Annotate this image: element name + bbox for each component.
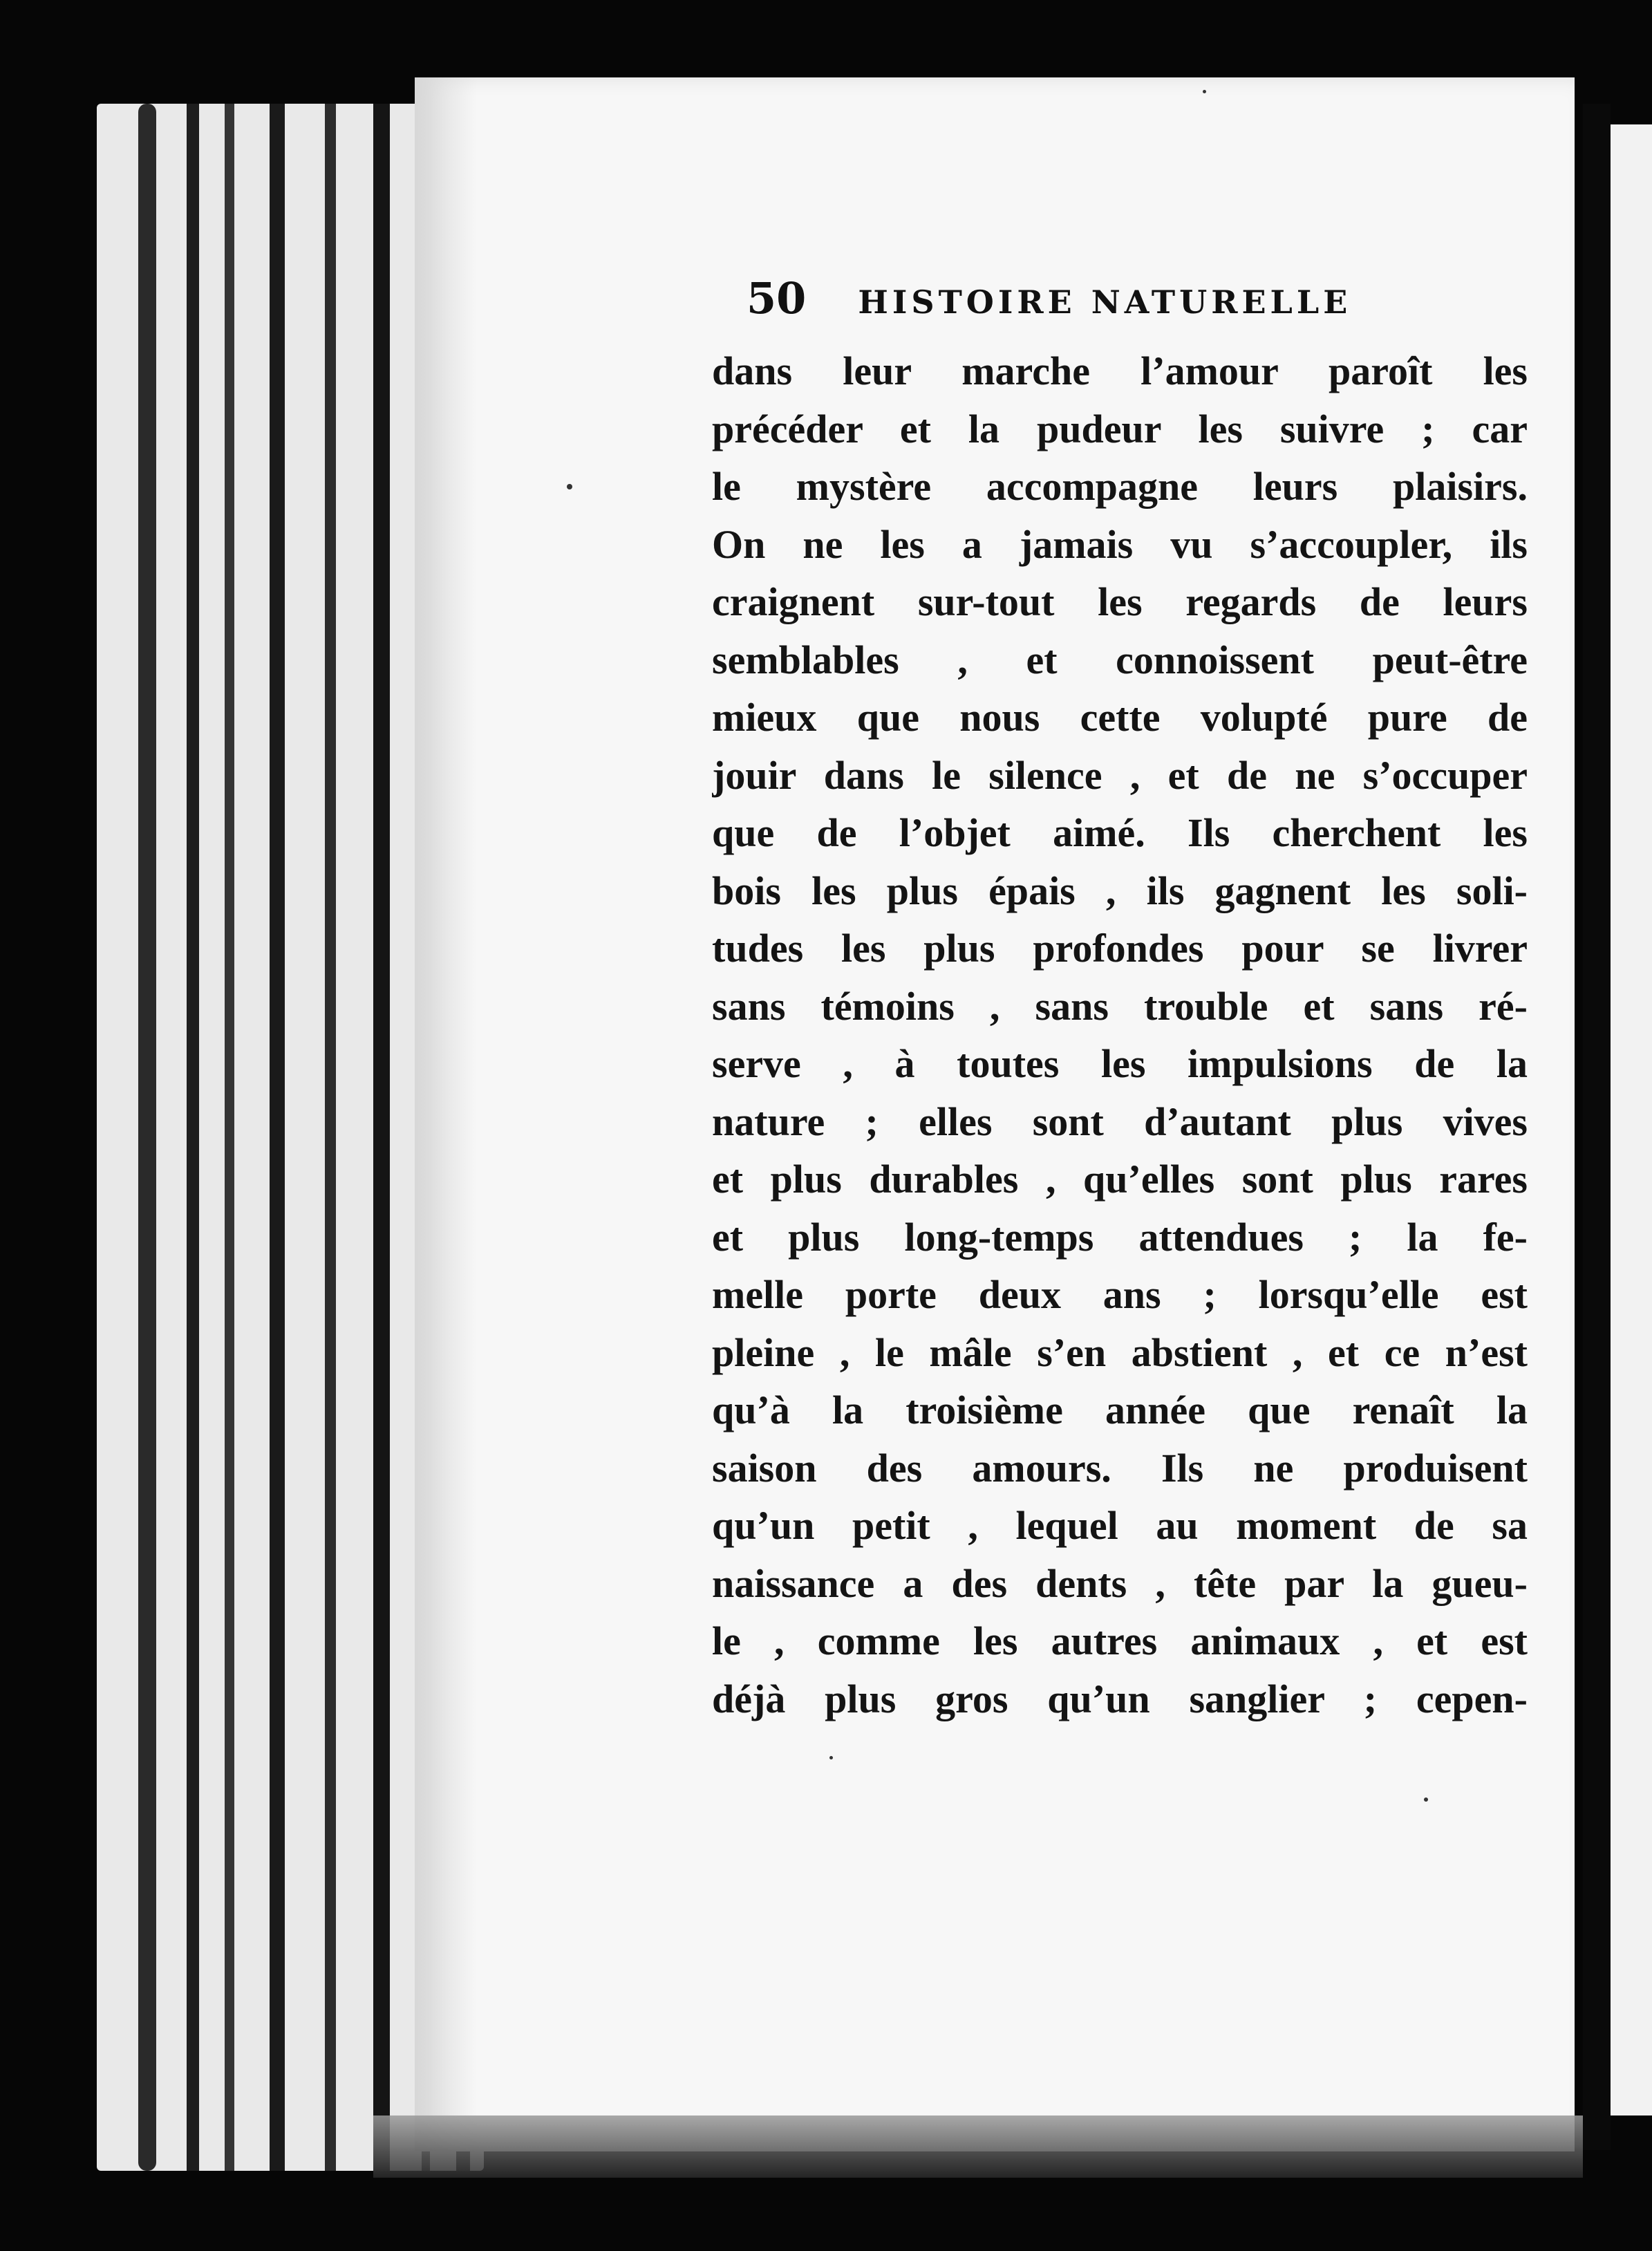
text-line: mieux que nous cette volupté pure de (712, 695, 1528, 740)
gutter-shadow (1583, 104, 1611, 2150)
paper-speck (567, 484, 572, 489)
page-header (747, 273, 1410, 324)
text-line: déjà plus gros qu’un sanglier ; cepen- (712, 1676, 1528, 1721)
text-line: sans témoins , sans trouble et sans ré- (712, 983, 1528, 1029)
text-line: que de l’objet aimé. Ils cherchent les (712, 810, 1528, 855)
page-bottom-edge (373, 2115, 1583, 2178)
text-line: saison des amours. Ils ne produisent (712, 1445, 1528, 1491)
text-line: qu’à la troisième année que renaît la (712, 1388, 1528, 1432)
text-line: nature ; elles sont d’autant plus vives (712, 1099, 1528, 1144)
paper-speck (829, 1756, 833, 1759)
text-line: le mystère accompagne leurs plaisirs. (712, 464, 1528, 509)
text-line: précéder et la pudeur les suivre ; car (712, 406, 1528, 451)
page-edge-shadow (373, 104, 390, 2171)
text-line: dans leur marche l’amour paroît les (712, 348, 1528, 393)
text-line: jouir dans le silence , et de ne s’occuper (712, 752, 1528, 798)
page-edge-shadow (270, 104, 285, 2171)
page-number: 50 (747, 273, 807, 324)
body-text (712, 342, 1528, 1728)
page-edge-shadow (138, 104, 156, 2171)
facing-page-edge (1611, 124, 1652, 2115)
text-line: pleine , le mâle s’en abstient , et ce n’est (712, 1329, 1528, 1375)
text-line: craignent sur-tout les regards de leurs (712, 579, 1528, 624)
running-title: HISTOIRE NATURELLE (858, 283, 1352, 321)
paper-speck (1203, 90, 1206, 93)
text-line: tudes les plus profondes pour se livrer (712, 926, 1528, 971)
text-line: qu’un petit , lequel au moment de sa (712, 1503, 1528, 1548)
text-line: et plus long-temps attendues ; la fe- (712, 1214, 1528, 1260)
text-line: et plus durables , qu’elles sont plus rares (712, 1157, 1528, 1202)
page-torn-edge (415, 77, 477, 2151)
text-line: le , comme les autres animaux , et est (712, 1618, 1528, 1663)
page-edge-shadow (325, 104, 336, 2171)
page-edge-shadow (187, 104, 199, 2171)
page-edge-shadow (225, 104, 234, 2171)
paper-speck (1424, 1797, 1428, 1802)
text-line: semblables , et connoissent peut-être (712, 637, 1528, 682)
text-line: naissance a des dents , tête par la gueu- (712, 1560, 1528, 1606)
text-line: bois les plus épais , ils gagnent les soli- (712, 868, 1528, 913)
text-line: On ne les a jamais vu s’accoupler, ils (712, 521, 1528, 567)
text-line: serve , à toutes les impulsions de la (712, 1041, 1528, 1086)
text-line: melle porte deux ans ; lorsqu’elle est (712, 1272, 1528, 1317)
